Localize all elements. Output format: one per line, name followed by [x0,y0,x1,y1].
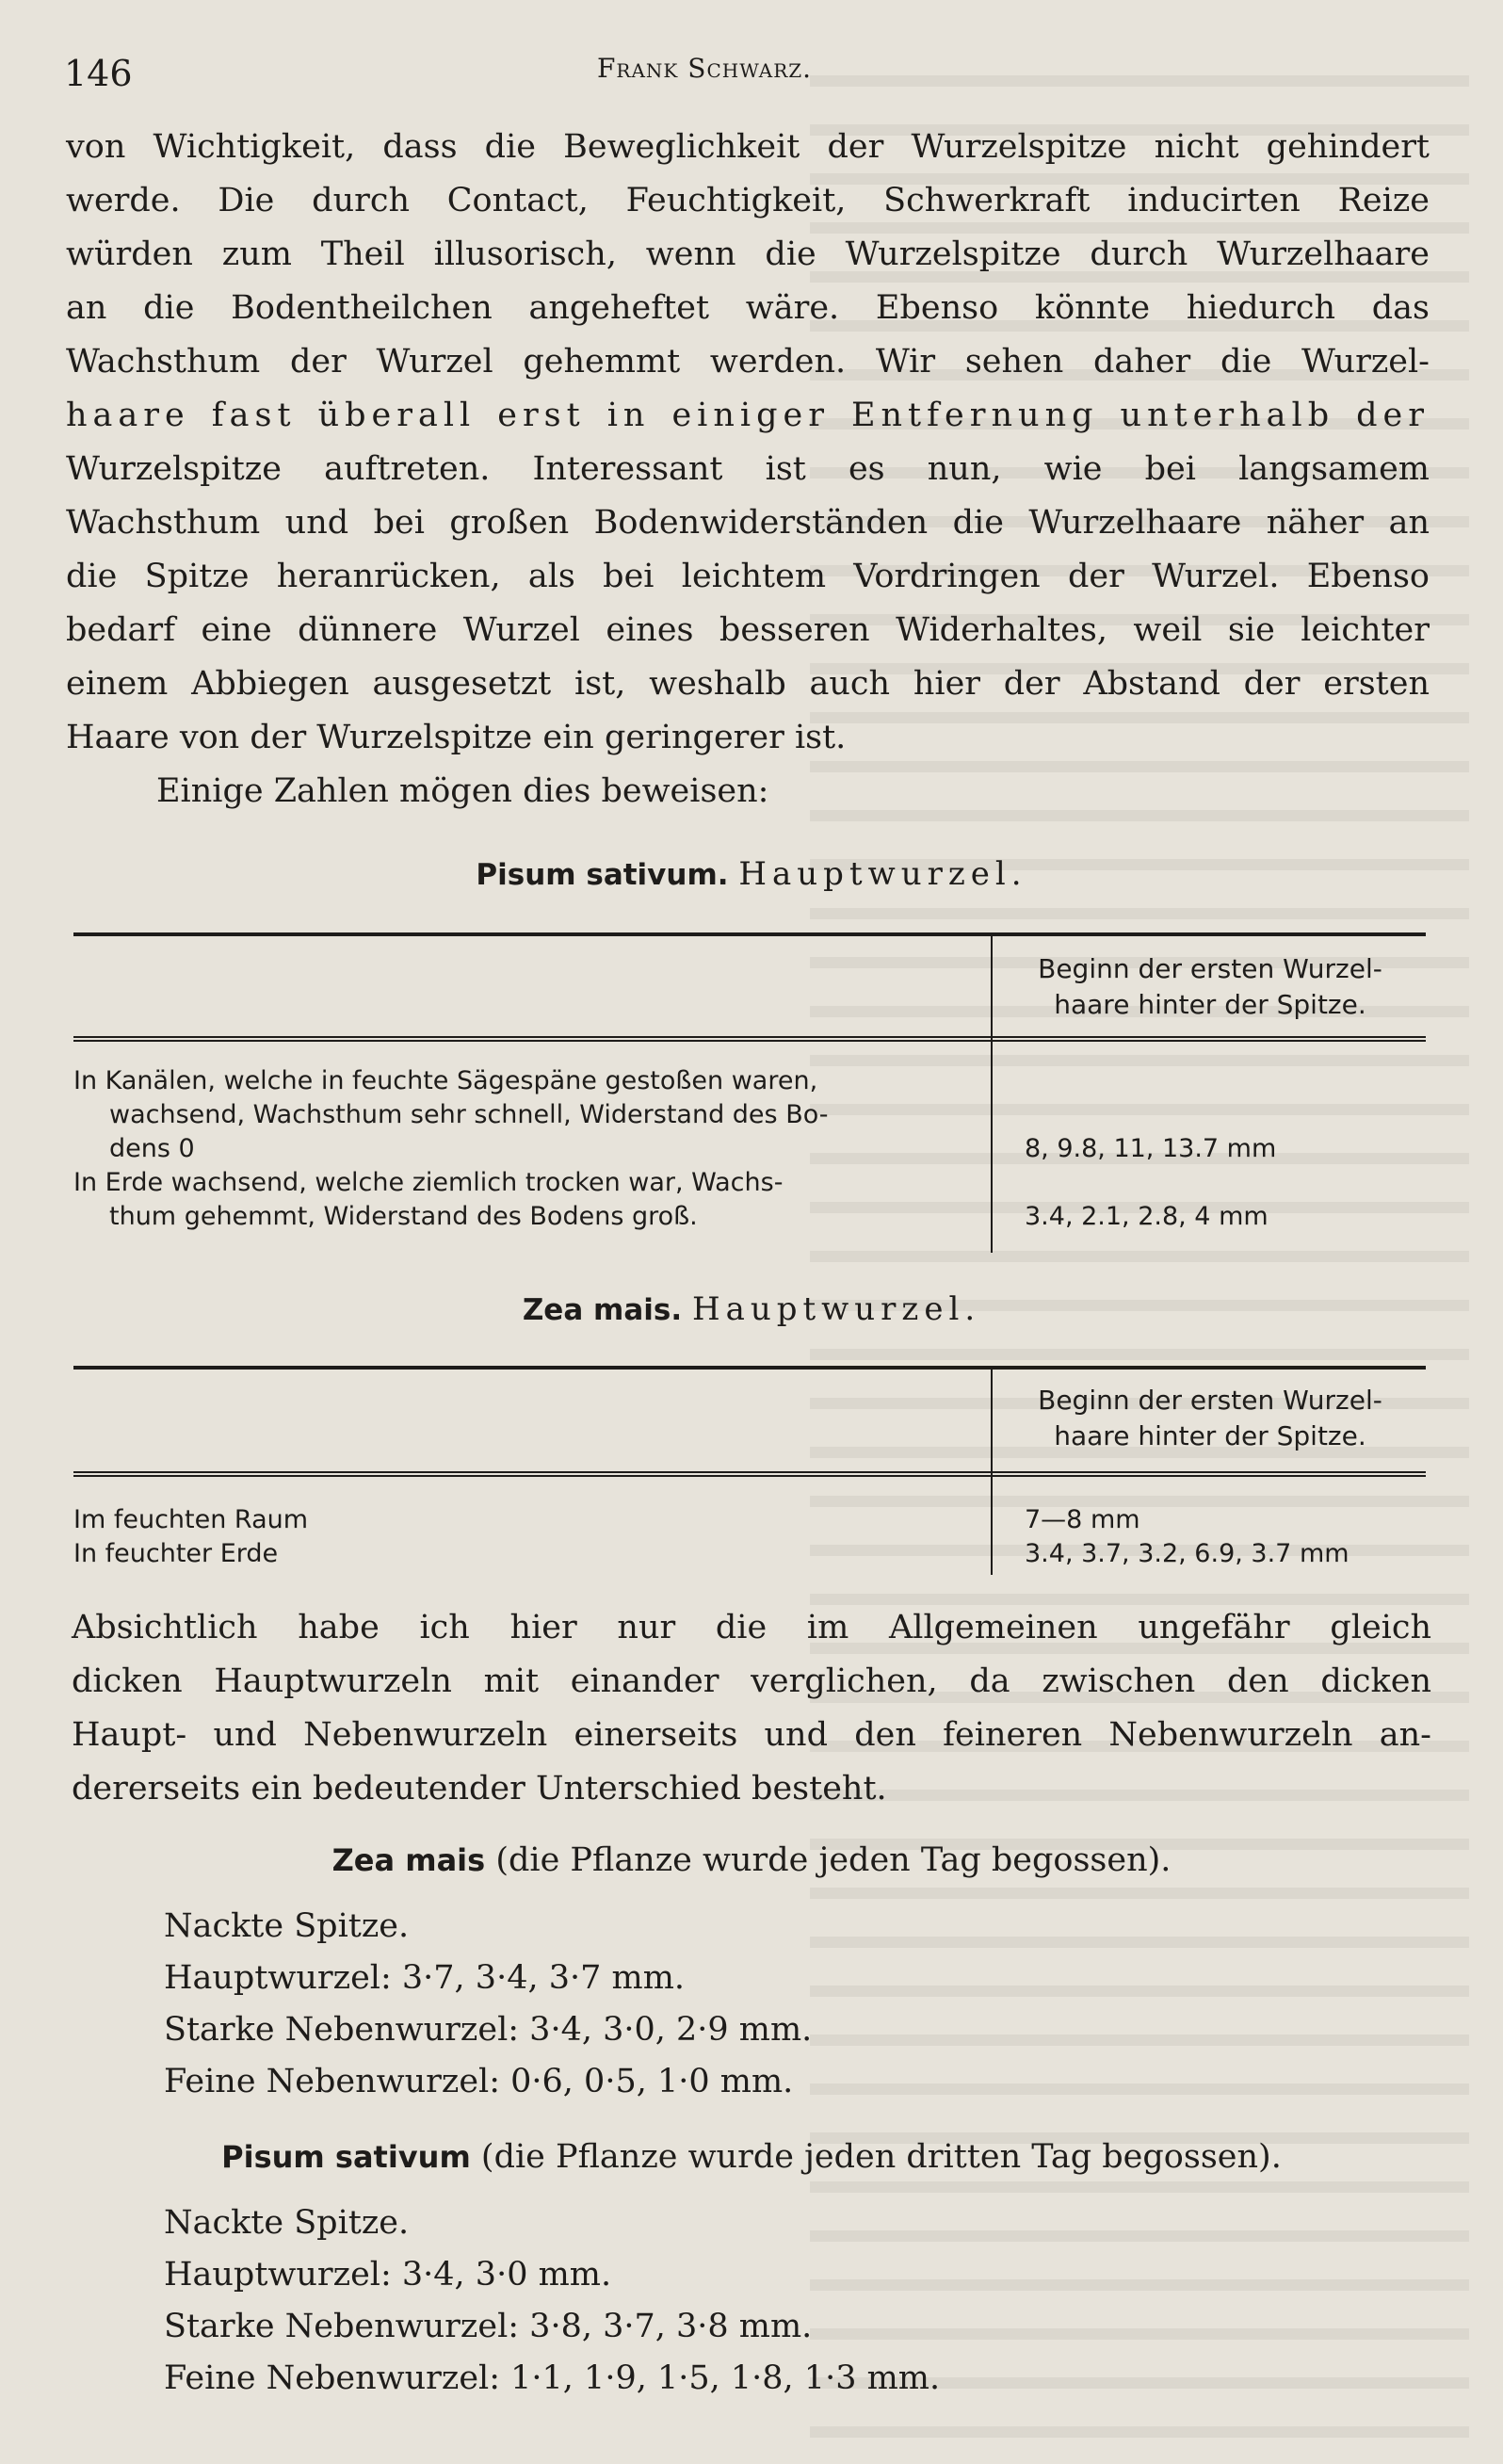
text-line: Haare von der Wurzelspitze ein geringerer ist. [66,719,847,756]
row-label-line: In Erde wachsend, welche ziemlich trocken war, Wachs- [73,1168,784,1197]
table1-title [0,855,1503,893]
text-line: die Spitze heranrücken, als bei leichtem Vordringen der Wurzel. Ebenso [66,558,1430,595]
intro-paragraph [66,121,1430,819]
table2 [73,1366,1426,1575]
table-rule [73,1471,1426,1477]
column-header-line: haare hinter der Spitze. [1054,1420,1366,1451]
experiment1-heading [0,1841,1503,1879]
experiment1-list [164,1901,812,2108]
column-header-line: haare hinter der Spitze. [1054,989,1366,1020]
text-line: bedarf eine dünnere Wurzel eines besseren Widerhaltes, weil sie leichter [66,611,1430,649]
table1-species: Pisum sativum. [476,858,729,892]
row-label-line: dens 0 [109,1134,195,1163]
text-line: Wachsthum und bei großen Bodenwiderständen die Wurzelhaare näher an [66,504,1430,542]
row-label-line: wachsend, Wachsthum sehr schnell, Widerstand des Bo- [109,1100,829,1129]
table2-root: Hauptwurzel. [691,1290,981,1328]
table-row-label [73,1064,983,1234]
text-line: würden zum Theil illusorisch, wenn die Wurzelspitze durch Wurzelhaare [66,235,1430,273]
column-header-line: Beginn der ersten Wurzel- [1038,1385,1382,1416]
experiment2-list [164,2197,940,2405]
table-row-value: 7—8 mm [1025,1505,1140,1534]
text-line: Wurzelspitze auftreten. Interessant ist es nun, wie bei langsamem [66,450,1430,488]
column-divider [991,936,993,1253]
middle-paragraph [72,1601,1431,1816]
text-line: haare fast überall erst in einiger Entfernung unterhalb der [66,397,1430,434]
row-label-line: thum gehemmt, Widerstand des Bodens groß. [109,1202,698,1231]
text-line: Einige Zahlen mögen dies beweisen: [156,772,769,810]
row-label-line: In feuchter Erde [73,1539,279,1568]
page-number: 146 [64,53,133,94]
table2-species: Zea mais. [522,1293,683,1327]
table-rule [73,1366,1426,1370]
row-label-line: In Kanälen, welche in feuchte Sägespäne gestoßen waren, [73,1066,818,1095]
column-header-line: Beginn der ersten Wurzel- [1038,953,1382,984]
table-row-label [73,1503,983,1571]
experiment2-heading [0,2138,1503,2176]
table-row-value: 3.4, 3.7, 3.2, 6.9, 3.7 mm [1025,1539,1349,1568]
text-line: einem Abbiegen ausgesetzt ist, weshalb auch hier der Abstand der ersten [66,665,1430,703]
text-line: Absichtlich habe ich hier nur die im Allgemeinen ungefähr gleich [72,1609,1431,1646]
table-rule [73,932,1426,936]
list-item: Starke Nebenwurzel: 3·8, 3·7, 3·8 mm. [164,2308,813,2345]
table-row-value: 8, 9.8, 11, 13.7 mm [1025,1134,1277,1163]
text-line: dererseits ein bedeutender Unterschied besteht. [72,1770,887,1807]
text-line: an die Bodentheilchen angeheftet wäre. Ebenso könnte hiedurch das [66,289,1430,327]
list-item: Nackte Spitze. [164,1907,410,1945]
running-head: Frank Schwarz. [597,53,813,84]
table2-column-header [994,1383,1426,1454]
table1-root: Hauptwurzel. [738,855,1027,893]
list-item: Starke Nebenwurzel: 3·4, 3·0, 2·9 mm. [164,2011,813,2049]
row-label-line: Im feuchten Raum [73,1505,309,1534]
table1-column-header [994,951,1426,1023]
table2-title [0,1290,1503,1328]
table1 [73,932,1426,1253]
text-line: Wachsthum der Wurzel gehemmt werden. Wir sehen daher die Wurzel- [66,343,1430,381]
list-item: Feine Nebenwurzel: 0·6, 0·5, 1·0 mm. [164,2063,794,2100]
text-line: werde. Die durch Contact, Feuchtigkeit, Schwerkraft inducirten Reize [66,182,1430,219]
experiment1-note: (die Pflanze wurde jeden Tag begossen). [495,1841,1172,1879]
list-item: Hauptwurzel: 3·7, 3·4, 3·7 mm. [164,1959,686,1997]
page-header [64,45,1420,111]
list-item: Feine Nebenwurzel: 1·1, 1·9, 1·5, 1·8, 1·3 mm. [164,2359,941,2397]
table-rule [73,1036,1426,1042]
text-line: Haupt- und Nebenwurzeln einerseits und den feineren Nebenwurzeln an- [72,1716,1431,1754]
list-item: Nackte Spitze. [164,2204,410,2242]
experiment2-note: (die Pflanze wurde jeden dritten Tag begossen). [480,2138,1282,2176]
list-item: Hauptwurzel: 3·4, 3·0 mm. [164,2256,612,2294]
experiment1-species: Zea mais [331,1842,486,1878]
text-line: dicken Hauptwurzeln mit einander verglichen, da zwischen den dicken [72,1662,1431,1700]
text-line: von Wichtigkeit, dass die Beweglichkeit der Wurzelspitze nicht gehindert [66,128,1430,166]
table-row-value: 3.4, 2.1, 2.8, 4 mm [1025,1202,1269,1231]
experiment2-species: Pisum sativum [221,2139,471,2175]
